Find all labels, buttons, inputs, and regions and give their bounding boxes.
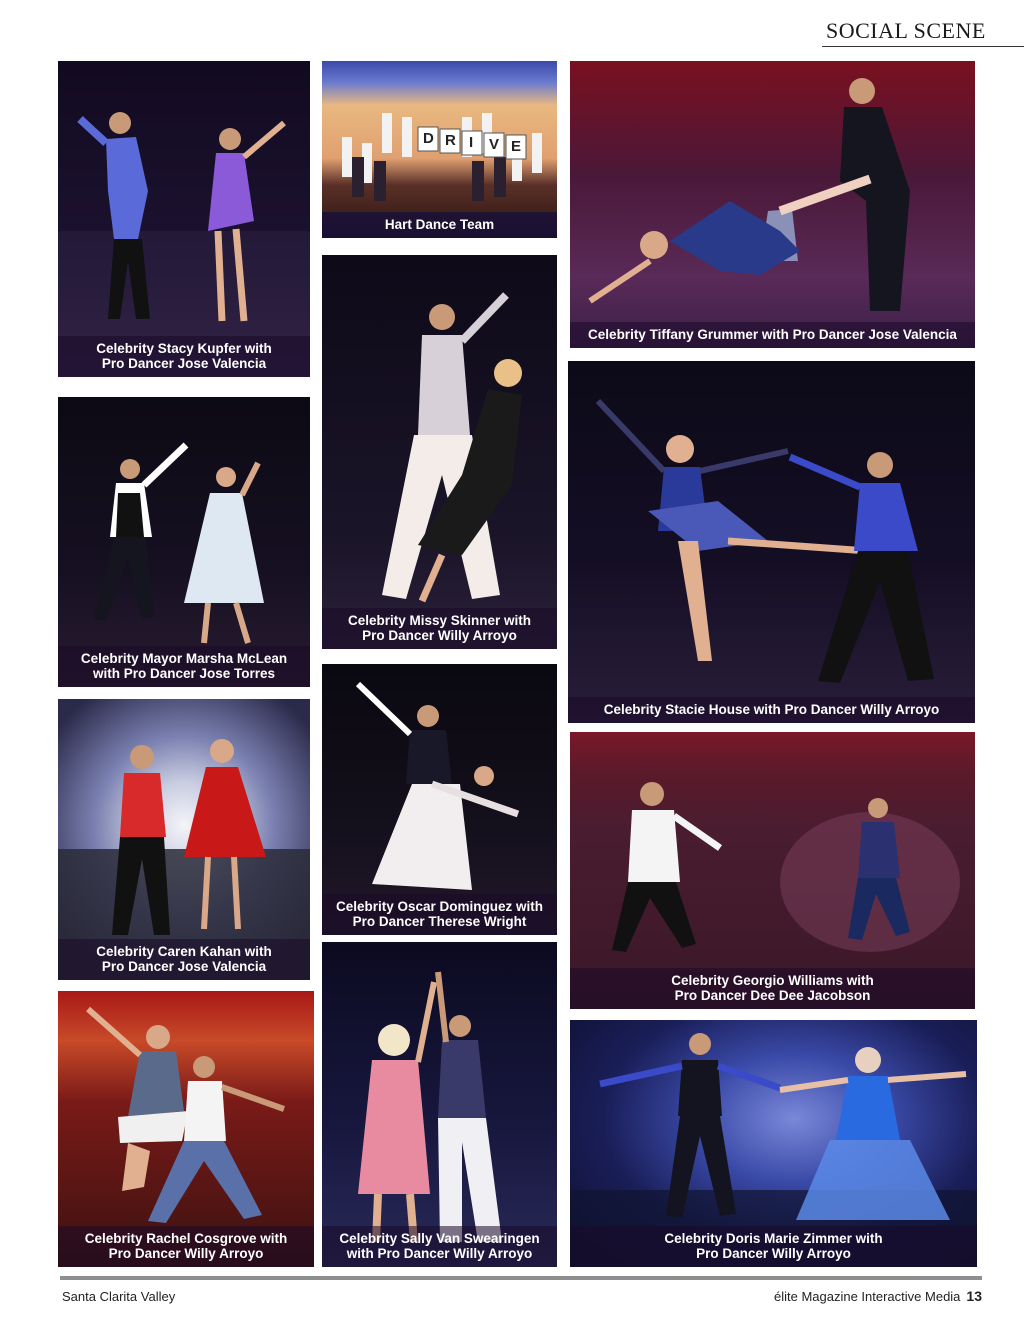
photo-doris-marie-zimmer [570,1020,977,1267]
photo-caption: Celebrity Doris Marie Zimmer with Pro Dancer Willy Arroyo [570,1226,977,1267]
photo-rachel-cosgrove [58,991,314,1267]
drive-sign [418,127,526,159]
photo-caption: Celebrity Mayor Marsha McLean with Pro Dancer Jose Torres [58,646,310,687]
dancers-illustration [322,942,557,1267]
dancers-illustration [58,61,310,377]
photo-georgio-williams [570,732,975,1009]
photo-stacie-house [568,361,975,723]
photo-caption: Celebrity Oscar Dominguez with Pro Dancer Therese Wright [322,894,557,935]
footer-divider [60,1276,982,1280]
photo-caren-kahan [58,699,310,980]
photo-caption: Celebrity Rachel Cosgrove with Pro Dancer Willy Arroyo [58,1226,314,1267]
photo-missy-skinner [322,255,557,649]
sign-letter: D [423,130,434,147]
page-number: 13 [966,1288,982,1304]
photo-caption: Celebrity Tiffany Grummer with Pro Dancer Jose Valencia [570,322,975,348]
photo-caption: Celebrity Stacie House with Pro Dancer Willy Arroyo [568,697,975,723]
sign-letter: V [489,136,500,153]
footer-publisher [774,1288,982,1304]
photo-caption: Celebrity Caren Kahan with Pro Dancer Jose Valencia [58,939,310,980]
photo-caption: Celebrity Missy Skinner with Pro Dancer Willy Arroyo [322,608,557,649]
photo-sally-van-swearingen [322,942,557,1267]
sign-letter: R [445,132,456,149]
photo-caption: Hart Dance Team [322,212,557,238]
photo-hart-dance-team [322,61,557,238]
dancers-illustration [322,255,557,649]
dancers-illustration [58,397,310,687]
photo-oscar-dominguez [322,664,557,935]
footer-publication-region: Santa Clarita Valley [62,1289,176,1304]
dancers-illustration [58,699,310,980]
dancers-illustration [570,61,975,348]
photo-caption: Celebrity Sally Van Swearingen with Pro Dancer Willy Arroyo [322,1226,557,1267]
sign-letter: I [469,134,474,151]
photo-caption: Celebrity Stacy Kupfer with Pro Dancer Jose Valencia [58,336,310,377]
section-title: SOCIAL SCENE [822,18,1024,47]
photo-marsha-mclean [58,397,310,687]
photo-caption: Celebrity Georgio Williams with Pro Dancer Dee Dee Jacobson [570,968,975,1009]
footer-publisher-name: élite Magazine Interactive Media [773,1289,961,1304]
sign-letter: E [511,138,522,155]
photo-stacy-kupfer [58,61,310,377]
photo-tiffany-grummer [570,61,975,348]
dancers-illustration [568,361,975,723]
